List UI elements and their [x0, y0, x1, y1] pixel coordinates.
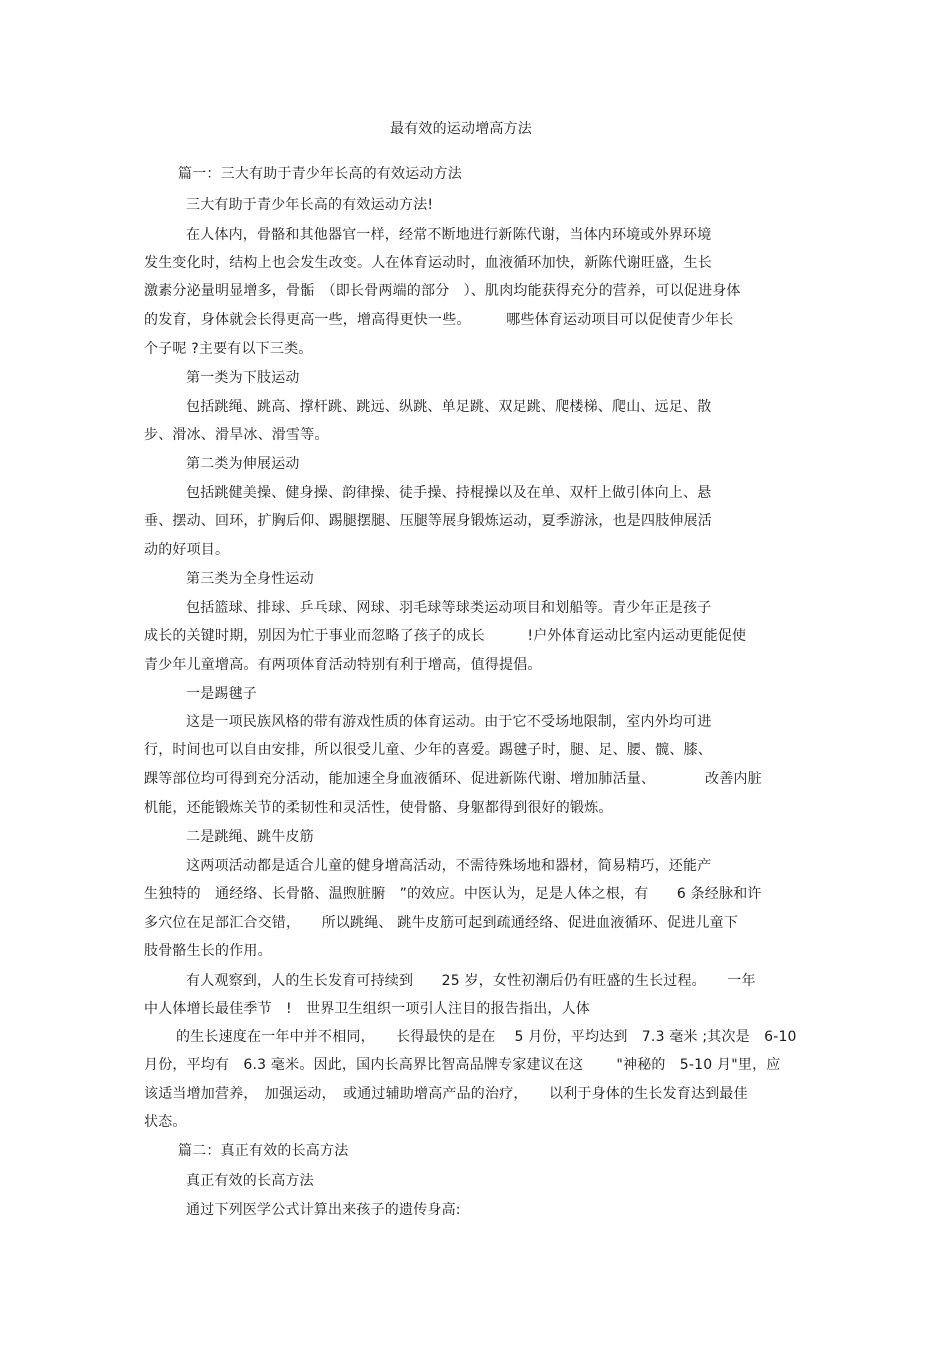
paragraph-line: 动的好项目。	[144, 542, 230, 558]
paragraph-line: 踝等部位均可得到充分活动，能加速全身血液循环、促进新陈代谢、增加肺活量、 改善内脏	[144, 771, 762, 787]
document-title: 最有效的运动增高方法	[390, 121, 532, 137]
paragraph-line: 三大有助于青少年长高的有效运动方法!	[186, 197, 434, 213]
paragraph-line: 这两项活动都是适合儿童的健身增高活动，不需待殊场地和器材，简易精巧，还能产	[186, 858, 712, 874]
paragraph-line: 这是一项民族风格的带有游戏性质的体育运动。由于它不受场地限制，室内外均可进	[186, 714, 712, 730]
paragraph-line: 肢骨骼生长的作用。	[144, 943, 272, 959]
paragraph-line: 垂、摆动、回环，扩胸后仰、踢腿摆腿、压腿等展身锻炼运动，夏季游泳，也是四肢伸展活	[144, 513, 712, 529]
paragraph-line: 在人体内，骨骼和其他器官一样，经常不断地进行新陈代谢，当体内环境或外界环境	[186, 227, 712, 243]
paragraph-line: 包括篮球、排球、乒乓球、网球、羽毛球等球类运动项目和划船等。青少年正是孩子	[186, 600, 712, 616]
paragraph-line: 的生长速度在一年中并不相同， 长得最快的是在 5 月份，平均达到 7.3 毫米 ;其次是 6-10	[176, 1029, 797, 1045]
section-heading: 篇一：三大有助于青少年长高的有效运动方法	[178, 166, 462, 182]
section-heading: 篇二：真正有效的长高方法	[178, 1143, 349, 1159]
paragraph-line: 发生变化时，结构上也会发生改变。人在体育运动时，血液循环加快，新陈代谢旺盛，生长	[144, 255, 712, 271]
paragraph-line: 生独特的 通经络、长骨骼、温煦脏腑 ”的效应。中医认为，足是人体之根，有 6 条经脉和许	[144, 886, 762, 902]
paragraph-line: 通过下列医学公式计算出来孩子的遗传身高:	[186, 1202, 461, 1218]
subheading: 一是踢毽子	[186, 686, 257, 702]
paragraph-line: 步、滑冰、滑旱冰、滑雪等。	[144, 427, 329, 443]
paragraph-line: 包括跳健美操、健身操、韵律操、徒手操、持棍操以及在单、双杆上做引体向上、悬	[186, 485, 712, 501]
subheading: 第三类为全身性运动	[186, 571, 314, 587]
paragraph-line: 有人观察到，人的生长发育可持续到 25 岁，女性初潮后仍有旺盛的生长过程。 一年	[186, 973, 756, 989]
paragraph-line: 成长的关键时期，别因为忙于事业而忽略了孩子的成长 !户外体育运动比室内运动更能促使	[144, 628, 747, 644]
paragraph-line: 个子呢 ?主要有以下三类。	[144, 341, 313, 357]
paragraph-line: 机能，还能锻炼关节的柔韧性和灵活性，使骨骼、身躯都得到很好的锻炼。	[144, 800, 613, 816]
paragraph-line: 多穴位在足部汇合交错， 所以跳绳、 跳牛皮筋可起到疏通经络、促进血液循环、促进儿童下	[144, 915, 739, 931]
paragraph-line: 激素分泌量明显增多，骨骺 （即长骨两端的部分 ）、肌肉均能获得充分的营养，可以促进身体	[144, 283, 741, 299]
paragraph-line: 的发育，身体就会长得更高一些，增高得更快一些。 哪些体育运动项目可以促使青少年长	[144, 312, 734, 328]
paragraph-line: 月份，平均有 6.3 毫米。因此，国内长高界比智高品牌专家建议在这 "神秘的 5-10 月"里，应	[144, 1057, 781, 1073]
paragraph-line: 真正有效的长高方法	[186, 1173, 314, 1189]
paragraph-line: 状态。	[144, 1114, 187, 1130]
paragraph-line: 包括跳绳、跳高、撑杆跳、跳远、纵跳、单足跳、双足跳、爬楼梯、爬山、远足、散	[186, 399, 712, 415]
paragraph-line: 中人体增长最佳季节 ! 世界卫生组织一项引人注目的报告指出，人体	[144, 1001, 591, 1017]
subheading: 第二类为伸展运动	[186, 456, 300, 472]
paragraph-line: 行，时间也可以自由安排，所以很受儿童、少年的喜爱。踢毽子时，腿、足、腰、髋、膝、	[144, 742, 712, 758]
subheading: 二是跳绳、跳牛皮筋	[186, 829, 314, 845]
paragraph-line: 该适当增加营养， 加强运动， 或通过辅助增高产品的治疗， 以利于身体的生长发育达到最佳	[144, 1086, 748, 1102]
subheading: 第一类为下肢运动	[186, 370, 300, 386]
paragraph-line: 青少年儿童增高。有两项体育活动特别有利于增高，值得提倡。	[144, 657, 542, 673]
